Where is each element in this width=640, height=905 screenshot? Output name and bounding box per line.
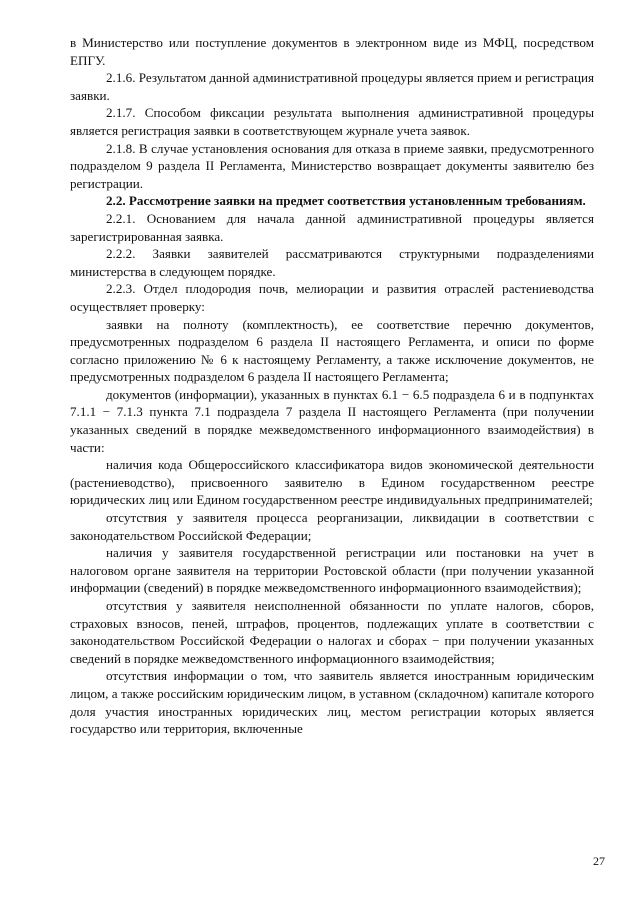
paragraph-2-1-8: 2.1.8. В случае установления основания для отказа в приеме заявки, предусмотренного подразделом 9 раздела II Регламента, Министерство возвращает документы заявителю без регистрации. bbox=[70, 140, 594, 191]
list-item-foreign-entity: отсутствия информации о том, что заявитель является иностранным юридическим лицом, а также российским юридическим лицом, в уставном (складочном) капитале которого доля участия иностранных юридических лиц, местом регистрации которых является государство или территория, включенные bbox=[70, 668, 594, 737]
paragraph-2-2-3: 2.2.3. Отдел плодородия почв, мелиорации и развития отраслей растениеводства осуществляет проверку: bbox=[70, 281, 594, 314]
paragraph-2-1-6: 2.1.6. Результатом данной административной процедуры является прием и регистрация заявки. bbox=[70, 70, 595, 103]
section-heading-2-2: 2.2. Рассмотрение заявки на предмет соответствия установленным требованиям. bbox=[106, 193, 586, 209]
list-item-no-reorganization: отсутствия у заявителя процесса реорганизации, ликвидации в соответствии с законодательством Российской Федерации; bbox=[70, 510, 594, 543]
paragraph-continuation: в Министерство или поступление документов в электронном виде из МФЦ, посредством ЕПГУ. bbox=[70, 35, 594, 68]
list-item-tax-registration: наличия у заявителя государственной регистрации или постановки на учет в налоговом органе заявителя на территории Ростовской области (при получении указанной информации (сведений) в порядке межведомственного информационного взаимодействия); bbox=[70, 545, 594, 596]
list-item-completeness: заявки на полноту (комплектность), ее соответствие перечню документов, предусмотренных подразделом 6 раздела II настоящего Регламента, и описи по форме согласно приложению № 6 к настоящему Регламенту, а также исключение документов, не предусмотренных подразделом 6 раздела II настоящего Регламента; bbox=[70, 316, 594, 385]
page-number: 27 bbox=[593, 854, 605, 868]
paragraph-2-1-7: 2.1.7. Способом фиксации результата выполнения административной процедуры является регистрация заявки в соответствующем журнале учета заявок. bbox=[70, 105, 594, 138]
list-item-documents: документов (информации), указанных в пунктах 6.1 − 6.5 подраздела 6 и в подпунктах 7.1.1 − 7.1.3 пункта 7.1 подраздела 7 раздела II настоящего Регламента (при получении указанных сведений в порядке межведомственного информационного взаимодействия) в части: bbox=[70, 386, 594, 455]
paragraph-2-2-1: 2.2.1. Основанием для начала данной административной процедуры является зарегистрированная заявка. bbox=[70, 210, 594, 244]
list-item-no-tax-debt: отсутствия у заявителя неисполненной обязанности по уплате налогов, сборов, страховых взносов, пеней, штрафов, процентов, подлежащих уплате в соответствии с законодательством Российской Федерации о налогах и сборах − при получении указанных сведений в порядке межведомственного информационного взаимодействия; bbox=[70, 598, 594, 666]
document-body bbox=[70, 34, 594, 738]
paragraph-2-2-2: 2.2.2. Заявки заявителей рассматриваются структурными подразделениями министерства в следующем порядке. bbox=[70, 246, 594, 279]
list-item-okved-code: наличия кода Общероссийского классификатора видов экономической деятельности (растениеводство), присвоенного заявителю в Едином государственном реестре юридических лиц или Едином государственном реестре индивидуальных предпринимателей; bbox=[70, 457, 594, 508]
